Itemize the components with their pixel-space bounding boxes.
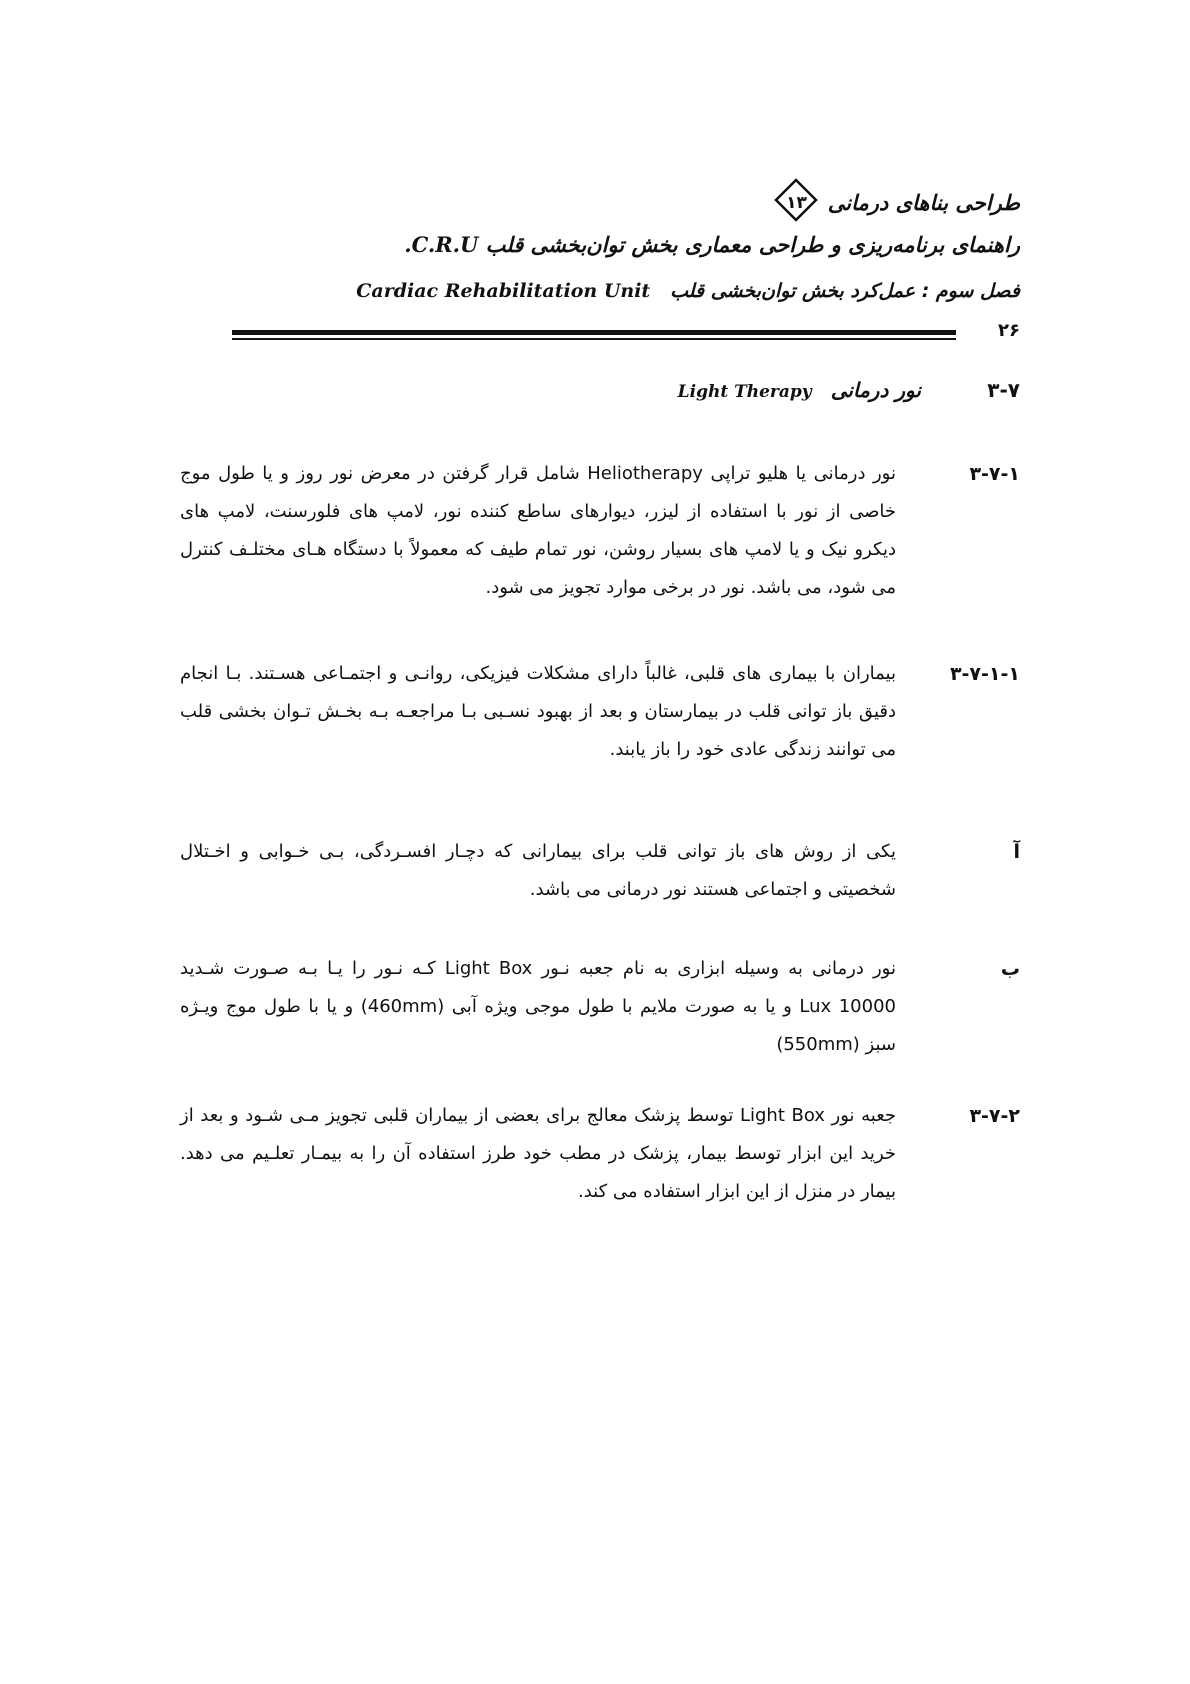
section-heading <box>200 378 1020 402</box>
paragraph-number: ۳-۷-۱-۱ <box>949 663 1020 685</box>
header-chapter-line <box>200 276 1020 306</box>
paragraph-text: نور درمانی یا هلیو تراپی Heliotherapy شامل قرار گرفتن در معرض نور روز و یا طول موج خاصی از نور با استفاده از لیزر، دیوارهای ساطع کننده نور، لامپ های فلورسنت، لامپ های دیکرو نیک و یا لامپ های بسیار روشن، نور تمام طیف که معمولاً با دستگاه هـای مختلـف کنترل می شود، می باشد. نور در برخی موارد تجویز می شود. <box>180 463 896 598</box>
header-series-line <box>200 186 1020 222</box>
header-rule-thin <box>232 338 956 340</box>
series-title: طراحی بناهای درمانی <box>827 191 1020 215</box>
paragraph-item <box>180 455 1020 607</box>
series-number-badge <box>774 178 818 222</box>
paragraph-text: جعبه نور Light Box توسط پزشک معالج برای بعضی از بیماران قلبی تجویز مـی شـود و بعد از خرید این ابزار توسط بیمار، پزشک در مطب خود طرز استفاده آن را به بیمـار تعلـیم می دهد. بیمار در منزل از این ابزار استفاده می کند. <box>180 1105 896 1202</box>
paragraph-item <box>180 655 1020 769</box>
header-rule-thick <box>232 330 956 335</box>
paragraph-item <box>180 950 1020 1064</box>
series-number: ۱۳ <box>786 193 807 213</box>
paragraph-number: ۳-۷-۱ <box>969 463 1020 485</box>
paragraph-letter: آ <box>1013 841 1020 863</box>
section-number: ۳-۷ <box>987 378 1020 402</box>
paragraph-text: نور درمانی به وسیله ابزاری به نام جعبه نـور Light Box کـه نـور را یـا بـه صـورت شـدید 10000 Lux و یا به صورت ملایم با طول موجی ویژه آبی (460mm) و یا با طول موج ویـژه سبز (550mm) <box>180 958 896 1055</box>
book-title: راهنمای برنامه‌ریزی و طراحی معماری بخش توان‌بخشی قلب <box>485 233 1020 257</box>
paragraph-number: ۳-۷-۲ <box>969 1105 1020 1127</box>
page-number: ۲۶ <box>998 320 1020 341</box>
chapter-title: فصل سوم : عمل‌کرد بخش توان‌بخشی قلب <box>670 280 1020 302</box>
book-abbreviation: C.R.U. <box>404 232 479 257</box>
header-book-line <box>200 230 1020 260</box>
section-title-en: Light Therapy <box>677 382 812 402</box>
paragraph-item <box>180 1097 1020 1211</box>
section-title-fa: نور درمانی <box>830 378 921 402</box>
paragraph-letter: ب <box>1000 958 1020 980</box>
chapter-english-title: Cardiac Rehabilitation Unit <box>356 280 651 302</box>
paragraph-text: یکی از روش های باز توانی قلب برای بیمارانی که دچـار افسـردگی، بـی خـوابی و اخـتلال شخصیتی و اجتماعی هستند نور درمانی می باشد. <box>180 841 896 900</box>
paragraph-item <box>180 833 1020 909</box>
paragraph-text: بیماران با بیماری های قلبی، غالباً دارای مشکلات فیزیکی، روانـی و اجتمـاعی هسـتند. بـا انجام دقیق باز توانی قلب در بیمارستان و بعد از بهبود نسـبی بـا مراجعـه بـه بخـش تـوان بخشی قلب می توانند زندگی عادی خود را باز یابند. <box>180 663 896 760</box>
